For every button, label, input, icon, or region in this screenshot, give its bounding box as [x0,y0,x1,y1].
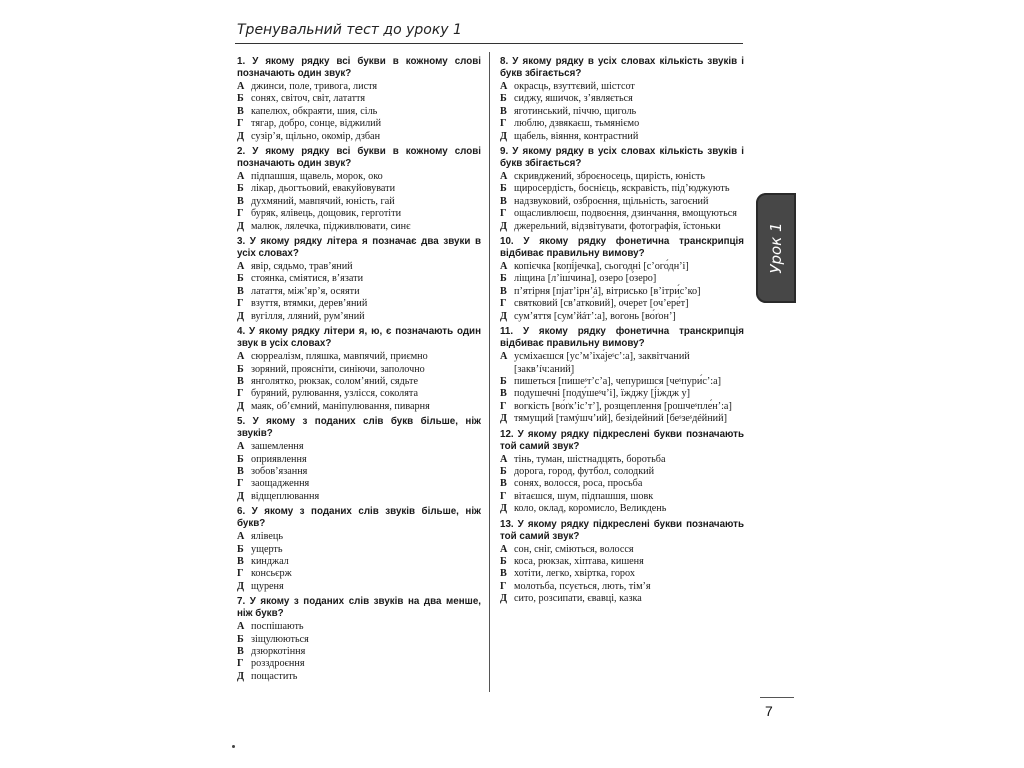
answer-option [237,478,481,490]
answer-option [237,351,481,363]
answer-option [237,171,481,183]
option-letter: А [237,171,245,183]
option-text: святковий [св’атко́вий], очерет [оч’ере́т] [514,298,689,310]
option-letter: В [500,388,507,400]
option-text: сюрреалізм, пляшка, мавпячий, приємно [251,351,428,363]
answer-option [237,183,481,195]
option-letter: В [237,375,244,387]
question-text: 11. У якому рядку фонетична транскрипція відбиває правильну вимову? [500,326,744,350]
question-block [237,326,481,413]
answer-option [237,671,481,683]
question-block [500,146,744,233]
option-letter: Г [237,208,244,220]
question-block [500,236,744,323]
left-column [237,56,481,686]
option-text: консьєрж [251,568,292,580]
option-letter: В [500,285,507,297]
scan-speck [232,745,235,748]
option-letter: А [237,351,245,363]
question-block [237,506,481,593]
question-text: 4. У якому рядку літери я, ю, є позначають один звук в усіх словах? [237,326,481,350]
option-letter: Д [500,130,508,142]
option-letter: А [500,261,508,273]
answer-option [500,454,744,466]
question-block [237,236,481,323]
option-text: ущерть [251,543,283,555]
option-letter: Д [500,310,508,322]
answer-option [500,568,744,580]
answer-option [500,581,744,593]
option-letter: Д [237,580,245,592]
option-text: окрасць, взуттєвий, шістсот [514,81,635,92]
answer-option [500,503,744,515]
title-divider [235,43,743,44]
option-letter: В [500,478,507,490]
option-letter: В [500,195,507,207]
answer-option [237,621,481,633]
option-text: малюк, лялечка, підживлювати, синє [251,220,411,232]
question-text: 8. У якому рядку в усіх словах кількість звуків і букв збігається? [500,56,744,79]
option-text: щуреня [251,580,284,592]
answer-option [237,81,481,93]
answer-option [500,544,744,556]
option-letter: Б [237,93,244,105]
answer-option [500,81,744,93]
option-letter: Г [500,298,507,310]
option-text: усміхаєшся [ус’м’іха́јеˢс’:а], заквітчаний [закв’íч:аний] [514,351,690,375]
option-letter: А [500,351,508,363]
answer-option [500,273,744,285]
answer-option [237,208,481,220]
answer-option [500,171,744,183]
option-letter: Б [237,363,244,375]
option-text: яготинський, піччю, щиголь [514,105,637,117]
option-text: янголятко, рюкзак, солом’яний, сядьте [251,375,419,387]
question-text: 3. У якому рядку літера я позначає два звуки в усіх словах? [237,236,481,260]
question-block [500,326,744,425]
answer-option [500,221,744,233]
option-text: поспішають [251,621,304,633]
option-letter: В [500,105,507,117]
option-letter: Б [237,183,244,195]
answer-option [237,568,481,580]
option-letter: Б [500,465,507,477]
option-letter: Г [237,568,244,580]
answer-option [237,466,481,478]
answer-option [500,208,744,220]
page-number-divider [760,697,794,698]
option-text: тямущий [тамýшч’ий], безідейний [беˢзеˢдéйний] [514,413,727,425]
option-text: кинджал [251,555,289,567]
option-text: оприявлення [251,453,307,465]
option-letter: Б [500,375,507,387]
lesson-tab [756,193,796,303]
option-text: розздроєння [251,658,305,670]
answer-option [237,118,481,130]
option-letter: Б [500,555,507,567]
option-letter: Г [500,118,507,130]
option-text: стоянка, сміятися, в’язати [251,273,364,285]
question-text: 5. У якому з поданих слів букв більше, ніж звуків? [237,416,481,440]
answer-option [500,401,744,413]
option-text: коло, оклад, коромисло, Великдень [514,503,667,515]
option-letter: В [237,555,244,567]
question-text: 7. У якому з поданих слів звуків на два менше, ніж букв? [237,596,481,620]
option-letter: Б [237,453,244,465]
answer-option [237,131,481,143]
option-text: молотьба, псується, лють, тім’я [514,580,651,592]
answer-option [500,286,744,298]
option-text: скривджений, зброєносець, щирість, юність [514,171,706,183]
question-text: 2. У якому рядку всі букви в кожному слові позначають один звук? [237,146,481,170]
option-letter: Д [500,593,508,605]
answer-option [237,311,481,323]
answer-option [500,311,744,323]
option-text: пощастить [251,670,298,682]
answer-option [237,298,481,310]
option-text: підпашшя, щавель, морок, око [251,171,383,183]
option-letter: В [237,195,244,207]
option-text: буряний, рулювання, узлісся, соколята [251,388,419,400]
answer-option [500,466,744,478]
question-block [500,519,744,606]
option-letter: Г [237,298,244,310]
answer-option [500,298,744,310]
option-letter: Г [500,580,507,592]
question-text: 1. У якому рядку всі букви в кожному слові позначають один звук? [237,56,481,79]
option-text: подушечні [поду́шеˢч’і], їжджу [ј́іждж у] [514,388,690,400]
question-text: 9. У якому рядку в усіх словах кількість звуків і букв збігається? [500,146,744,170]
answer-option [237,388,481,400]
option-letter: Г [237,658,244,670]
answer-option [500,261,744,273]
answer-option [237,261,481,273]
option-letter: Д [237,490,245,502]
question-text: 12. У якому рядку підкреслені букви позначають той самий звук? [500,428,744,452]
option-text: капелюх, обкраяти, шия, сіль [251,105,378,117]
option-text: латаття, між’яр’я, осяяти [251,285,360,297]
page-title: Тренувальний тест до уроку 1 [237,22,462,38]
answer-option [500,491,744,503]
option-text: люблю, дзвякаєш, тьмяніємо [514,118,640,130]
option-letter: В [237,646,244,657]
option-letter: Б [237,633,244,645]
answer-option [500,93,744,105]
answer-option [500,556,744,568]
question-block [500,56,744,143]
right-column [500,56,744,609]
answer-option [237,286,481,298]
answer-option [500,118,744,130]
option-text: пишеться [пи́шеˢт’с’а], чепуришся [чеˢпури́с’:а] [514,375,722,387]
answer-option [237,441,481,453]
option-text: сум’яття [сум’йáт’:а], вогонь [во́ґон’] [514,310,676,322]
option-text: сонях, світоч, світ, латаття [251,93,366,105]
option-text: вітаєшся, шум, підпашшя, шовк [514,490,654,502]
answer-option [237,273,481,285]
option-text: явір, сядьмо, трав’яний [251,261,353,273]
option-text: ялівець [251,531,283,543]
option-text: зоряний, прояснiти, синiючи, заполочно [251,363,425,375]
option-text: ощасливлюєш, подвоєння, дзинчання, вмощуються [514,208,737,220]
page-number: 7 [765,703,773,719]
option-text: взуття, втямки, дерев’яний [251,298,368,310]
option-letter: А [237,81,245,92]
option-letter: А [500,81,508,92]
option-letter: А [500,171,508,183]
option-text: копієчка [копі́јечка], сьогодні [с’ого́дн’і] [514,261,689,273]
option-text: щиросердість, боснієць, яскравість, під’юджують [514,183,730,195]
answer-option [500,593,744,605]
option-text: маяк, об’ємний, маніпулювання, пиварня [251,400,430,412]
option-text: хотіти, легко, хвіртка, горох [514,568,635,580]
answer-option [500,413,744,425]
option-text: сузір’я, щільно, окомір, дзбан [251,130,381,142]
option-text: джинси, поле, тривога, листя [251,81,378,92]
answer-option [500,351,744,376]
question-block [500,429,744,516]
answer-option [500,196,744,208]
option-letter: Б [500,273,507,285]
option-text: тінь, туман, шістнадцять, боротьба [514,453,666,465]
option-text: п’ятірня [пjат’ірн’á], вітрисько [в’ітри́с’ко] [514,285,701,297]
option-text: відщеплювання [251,490,320,502]
answer-option [237,106,481,118]
option-text: сито, розсипати, євавці, казка [514,593,642,605]
option-letter: Б [500,93,507,105]
option-letter: А [500,453,508,465]
answer-option [500,106,744,118]
option-text: вугілля, лляний, рум’яний [251,310,365,322]
option-text: коса, рюкзак, хіптава, кишеня [514,555,644,567]
option-letter: Г [237,118,244,130]
answer-option [237,581,481,593]
option-letter: Г [500,400,507,412]
option-letter: В [237,105,244,117]
option-letter: А [237,621,245,633]
answer-option [237,531,481,543]
answer-option [500,131,744,143]
option-text: надзвуковий, озброєння, щільність, загоєний [514,195,709,207]
option-letter: Г [237,478,244,490]
answer-option [237,544,481,556]
option-letter: Г [237,388,244,400]
answer-option [237,658,481,670]
option-letter: Д [237,220,245,232]
question-text: 6. У якому з поданих слів звуків більше, ніж букв? [237,506,481,530]
question-block [237,146,481,233]
question-block [237,416,481,503]
answer-option [237,376,481,388]
answer-option [237,401,481,413]
option-text: лікар, дьогтьовий, евакуйовувати [251,183,396,195]
answer-option [237,646,481,658]
option-letter: Д [237,670,245,682]
answer-option [500,388,744,400]
answer-option [237,454,481,466]
option-text: щабель, віяння, контрастний [514,130,639,142]
answer-option [500,183,744,195]
answer-option [500,478,744,490]
option-letter: Д [500,503,508,515]
answer-option [237,556,481,568]
option-letter: Б [237,273,244,285]
option-letter: Д [237,130,245,142]
option-text: сонях, волосся, роса, просьба [514,478,643,490]
option-text: буряк, ялівець, дощовик, герготіти [251,208,402,220]
answer-option [237,93,481,105]
option-text: ліщина [л’іш́чина], озеро [о́зеро] [514,273,657,285]
answer-option [237,364,481,376]
option-text: вогкість [во́ґк’іс’т’], розщеплення [рошчеˢпле́н’:а] [514,400,732,412]
option-letter: В [237,465,244,477]
option-text: духмяний, мавпячий, юність, гай [251,195,395,207]
option-text: дорога, город, футбол, солодкий [514,465,655,477]
question-block [237,596,481,683]
option-letter: В [237,285,244,297]
option-text: сон, сніг, сміються, волосся [514,543,634,555]
option-text: заощадження [251,478,310,490]
option-text: джерельний, відзвітувати, фотографія, їстоньки [514,220,721,232]
lesson-tab-label: Урок 1 [767,222,785,274]
option-text: зіщулюються [251,633,309,645]
answer-option [237,221,481,233]
answer-option [237,491,481,503]
column-divider [489,52,490,692]
answer-option [237,196,481,208]
option-letter: Д [237,400,245,412]
option-text: зобов’язання [251,465,308,477]
option-letter: А [500,543,508,555]
option-text: сиджу, яшичок, з’являється [514,93,633,105]
question-text: 13. У якому рядку підкреслені букви позначають той самий звук? [500,518,744,542]
option-letter: Б [500,183,507,195]
option-letter: Г [500,490,507,502]
option-letter: В [500,568,507,580]
option-letter: Б [237,543,244,555]
option-letter: Г [500,208,507,220]
option-text: дзюркотіння [251,646,306,657]
option-letter: А [237,441,245,453]
option-letter: А [237,261,245,273]
option-letter: Д [500,413,508,425]
question-block [237,56,481,143]
option-text: тягар, добро, сонце, віджилий [251,118,382,130]
question-text: 10. У якому рядку фонетична транскрипція відбиває правильну вимову? [500,236,744,260]
answer-option [500,376,744,388]
option-letter: А [237,531,245,543]
option-letter: Д [500,220,508,232]
option-letter: Д [237,310,245,322]
option-text: зашемлення [251,441,304,453]
answer-option [237,634,481,646]
